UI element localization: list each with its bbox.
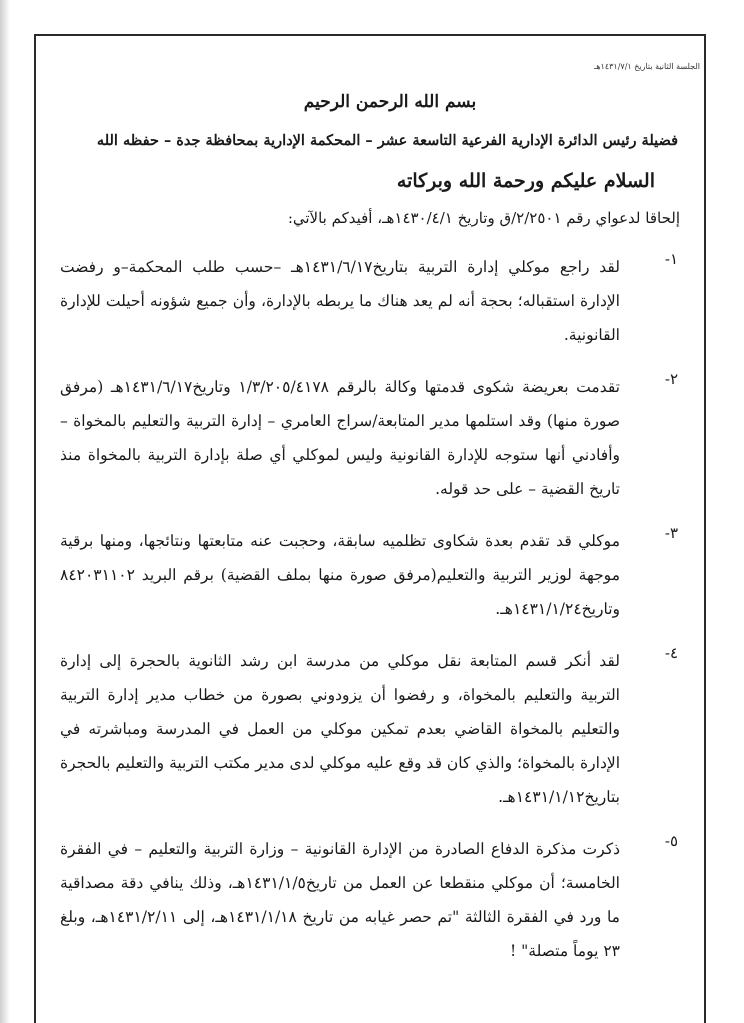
intro-line: إلحاقا لدعواي رقم ٢/٢٥٠١/ق وتاريخ ١٤٣٠/٤/١هـ، أفيدكم بالآتي:: [287, 209, 680, 227]
point-number: ٥-: [664, 832, 678, 850]
scan-edge-shadow: [0, 0, 10, 1023]
point-number: ٢-: [664, 370, 678, 388]
numbered-points: [60, 250, 678, 968]
addressee-line: فضيلة رئيس الدائرة الإدارية الفرعية التاسعة عشر – المحكمة الإدارية بمحافظة جدة – حفظه الله: [96, 132, 678, 149]
point-3: [60, 524, 678, 626]
point-text: لقد أنكر قسم المتابعة نقل موكلي من مدرسة ابن رشد الثانوية بالحجرة إلى إدارة التربية والتعليم بالمخواة، و رفضوا أن يزودوني بصورة من خطاب مدير إدارة التربية والتعليم بالمخواة القاضي بعدم تمكين موكلي من العمل في المدرسة ومباشرته في الإدارة بالمخواة؛ والذي كان قد وقع عليه موكلي لدى مدير مكتب التربية والتعليم بالحجرة بتاريخ١٤٣١/١/١٢هـ.: [59, 652, 620, 806]
greeting-line: السلام عليكم ورحمة الله وبركاته: [396, 170, 655, 192]
point-2: [60, 370, 678, 506]
point-text: ذكرت مذكرة الدفاع الصادرة من الإدارة القانونية – وزارة التربية والتعليم – في الفقرة الخامسة؛ أن موكلي منقطعا عن العمل من تاريخ١٤٣١/١/٥هـ، وذلك ينافي دقة مصداقية ما ورد في الفقرة الثالثة "تم حصر غيابه من تاريخ ١٤٣١/١/١٨هـ، إلى ١٤٣١/٢/١١هـ، وبلغ ٢٣ يوماً متصلة" !: [60, 840, 620, 960]
point-number: ٤-: [664, 644, 678, 662]
point-text: موكلي قد تقدم بعدة شكاوى تظلميه سابقة، وحجبت عنه متابعتها ونتائجها، ومنها برقية موجهة لوزير التربية والتعليم(مرفق صورة منها بملف القضية) برقم البريد ٨٤٢٠٣١١٠٢ وتاريخ١٤٣١/١/٢٤هـ.: [60, 532, 620, 618]
session-date-note: الجلسة الثانية بتاريخ ١٤٣١/٧/١هـ: [593, 62, 700, 71]
point-text: تقدمت بعريضة شكوى قدمتها وكالة بالرقم ١/٣/٢٠٥/٤١٧٨ وتاريخ١٤٣١/٦/١٧هـ (مرفق صورة منها) وقد استلمها مدير المتابعة/سراج العامري – إدارة التربية والتعليم بالمخواة – وأفادني أنها ستوجه للإدارة القانونية وليس لموكلي أي صلة بإدارة التربية بالمخواة منذ تاريخ القضية – على حد قوله.: [60, 378, 620, 498]
point-text: لقد راجع موكلي إدارة التربية بتاريخ١٤٣١/٦/١٧هـ –حسب طلب المحكمة–و رفضت الإدارة استقباله؛ بحجة أنه لم يعد هناك ما يربطه بالإدارة، وأن جميع شؤونه أحيلت للإدارة القانونية.: [60, 258, 620, 344]
point-4: [60, 644, 678, 814]
point-5: [60, 832, 678, 968]
bismillah-heading: بسم الله الرحمن الرحيم: [303, 92, 477, 112]
point-1: [60, 250, 678, 352]
point-number: ٣-: [664, 524, 678, 542]
point-number: ١-: [664, 250, 678, 268]
